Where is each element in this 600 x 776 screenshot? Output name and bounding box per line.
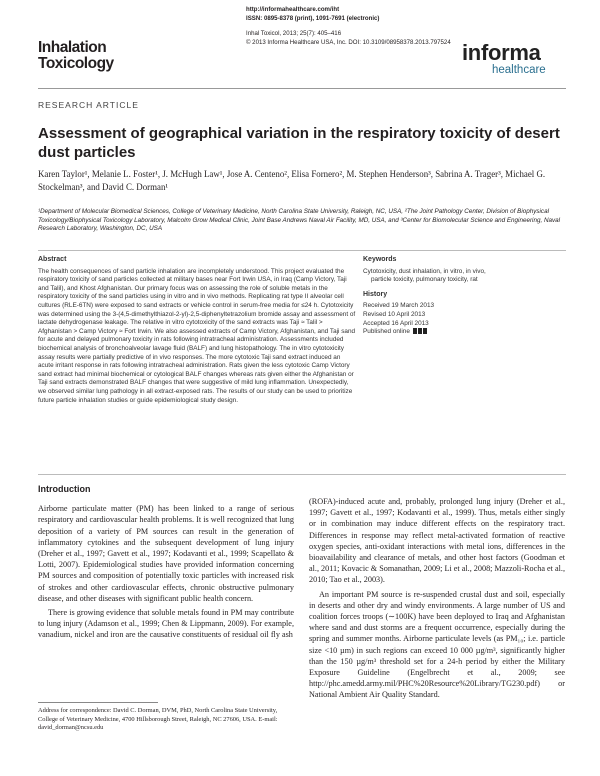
publisher-logo-subtitle: healthcare: [492, 64, 546, 76]
journal-title-line2: Toxicology: [38, 55, 114, 72]
history-published: [363, 328, 563, 337]
intro-paragraph-3: (ROFA)-induced acute and, probably, prolonged lung injury (Dreher et al., 1997; Gavett et al., 1997; Kodavanti et al., 1999). Thus, metals either singly or in combination may induce different effects on the respiratory tract. Differences in response may reflect metal-activated formation of reactive oxygen species, anti-oxidant interactions with metal ions, differences in the bioavailability and clearance of metals, and other host factors (Goodman et al., 2011; Kovacic & Somanathan, 2009; Li et al., 2008; Mazzoli-Rocha et al., 2010; Tao et al., 2003).: [309, 497, 565, 585]
journal-issn: ISSN: 0895-8378 (print), 1091-7691 (electronic): [246, 14, 380, 22]
header-divider: [38, 88, 566, 89]
article-sidebar: [363, 256, 563, 337]
abstract-heading: Abstract: [38, 256, 67, 263]
journal-citation: Inhal Toxicol, 2013; 25(7): 405–416: [246, 30, 342, 38]
intro-paragraph-1: Airborne particulate matter (PM) has been linked to a range of serious respiratory and cardiovascular health problems. It is well recognized that lung deposition of a variety of PM sources can result in the generation of inflammatory cytokines and the subsequent development of lung injury (Dreher et al., 1997; Gavett et al., 1997; Kodavanti et al., 1999; Scapellato & Lotti, 2007). Epidemiological studies have provided information concerning PM sources and composition of potentially toxic particles with increased risk of strokes and other cardiovascular effects, chronic obstructive pulmonary disease, and other diseases with significant public health concern.: [38, 504, 294, 603]
abstract-divider: [38, 250, 566, 251]
keywords-line-1: Cytotoxicity, dust inhalation, in vitro, in vivo,: [363, 267, 486, 275]
body-divider: [38, 474, 566, 475]
keywords-heading: Keywords: [363, 256, 397, 263]
journal-copyright: © 2013 Informa Healthcare USA, Inc. DOI: 10.3109/08958378.2013.797524: [246, 38, 451, 46]
history-revised: Revised 10 April 2013: [363, 310, 426, 318]
published-marker-icon: [413, 328, 417, 334]
published-marker-icon: [423, 328, 427, 334]
affiliations: ¹Department of Molecular Biomedical Sciences, College of Veterinary Medicine, North Carolina State University, Raleigh, NC, USA, ²The Joint Pathology Center, Division of Biophysical Toxicology/Biophysical Toxicology Laboratory, Malcolm Grow Medical Clinic, Joint Base Andrews Naval Air Facility, MD, USA, and ³Center for Biomolecular Science and Engineering, Naval Research Laboratory, Washington, DC, USA: [38, 208, 561, 233]
article-title: Assessment of geographical variation in the respiratory toxicity of desert dust particles: [38, 125, 560, 161]
abstract-section: [38, 256, 356, 405]
intro-paragraph-4: An important PM source is re-suspended crustal dust and soil, especially in deserts and other dry and windy environments. A large number of US and coalition forces troops (∼100K) have been deployed to Iraq and Afghanistan where sand and dust storms are a frequent occurrence, especially during the spring and summer months. Airborne particulate levels (as PM₁₀; i.e. particle size <10 µm) in such regions can exceed 10 000 µg/m³, significantly higher than the 150 µg/m³ threshold set for a 24-h period by either the Military Exposure Guideline (Engelbrecht et al., 2009; see http://phc.amedd.army.mil/PHC%20Resource%20Library/TG230.pdf) or National Ambient Air Quality Standard.: [309, 589, 565, 700]
right-column: [309, 496, 565, 704]
journal-url[interactable]: http://informahealthcare.com/iht: [246, 6, 340, 13]
published-marker-icon: [418, 328, 422, 334]
article-type: RESEARCH ARTICLE: [38, 100, 139, 110]
abstract-text: The health consequences of sand particle inhalation are incompletely understood. This project evaluated the respiratory toxicity of sand particles collected at military bases near Fort Irwin USA, in Iraq (Camp Victory, Taji and Talil), and Khost Afghanistan. Our primary focus was on assessing the role of soluble metals in the respiratory toxicity of the sand particles using in vitro and in vivo methods. Replicating rat type II alveolar cell cultures (RLE-6TN) were exposed to sand extracts or vehicle control in serum-free media for ≤24 h. Cytotoxicity was determined using the 3-(4,5-dimethylthiazol-2-yl)-2,5-diphenyltetrazolium bromide assay and assessment of lactate dehydrogenase leakage. The relative in vitro cytotoxicity of the sand extracts was Taji ≈ Talil > Afghanistan > Camp Victory ≈ Fort Irwin. We also assessed extracts of Camp Victory, Afghanistan, and Taji sand for acute and delayed pulmonary toxicity in rats following intratracheal administration. Assessments included biochemical analysis of bronchoalveolar lavage fluid (BALF) and lung histopathology. The in vitro cytotoxicity assay results were partially predictive of in vivo responses. The more cytotoxic Taji sand extract induced an acute irritant response in rats following intratracheal administration. Rats given the less cytotoxic Camp Victory sand extract had minimal biochemical or cytological BALF changes whereas rats given either the Afghanistan or Taji sand extracts demonstrated BALF changes that were suggestive of mild lung inflammation. Unexpectedly, we observed similar lung pathology in all extract-exposed rats. The results of our study can be used to prioritize future particle inhalation studies or guide epidemiological study design.: [38, 267, 356, 404]
history-accepted: Accepted 16 April 2013: [363, 319, 429, 327]
publisher-logo: informa: [462, 40, 541, 65]
history-received: Received 19 March 2013: [363, 302, 435, 310]
history-heading: History: [363, 290, 388, 298]
keywords-line-2: particle toxicity, pulmonary toxicity, rat: [371, 276, 478, 284]
intro-paragraph-2: There is growing evidence that soluble metals found in PM may contribute to lung injury (Adamson et al., 1999; Chen & Lippmann, 2009). For example, vanadium, nickel and iron are the causative constituents of residual oil fly ash: [38, 608, 294, 640]
left-column: [38, 484, 294, 644]
correspondence-address: Address for correspondence: David C. Dorman, DVM, PhD, North Carolina State University, College of Veterinary Medicine, 4700 Hillsborough Street, Raleigh, NC 27606, USA. E-mail: david_dorman@ncsu.edu: [38, 707, 278, 732]
history-published-label: Published online: [363, 328, 410, 336]
journal-title: [38, 40, 114, 72]
footnote-divider: [38, 702, 158, 703]
author-list: Karen Taylor¹, Melanie L. Foster¹, J. McHugh Law¹, Jose A. Centeno², Elisa Fornero², M. Stephen Henderson³, Sabrina A. Trager³, Michael G. Stockelman³, and David C. Dorman¹: [38, 169, 546, 192]
journal-header-info: [246, 6, 486, 47]
journal-title-line1: Inhalation: [38, 39, 107, 56]
introduction-heading: Introduction: [38, 484, 91, 494]
